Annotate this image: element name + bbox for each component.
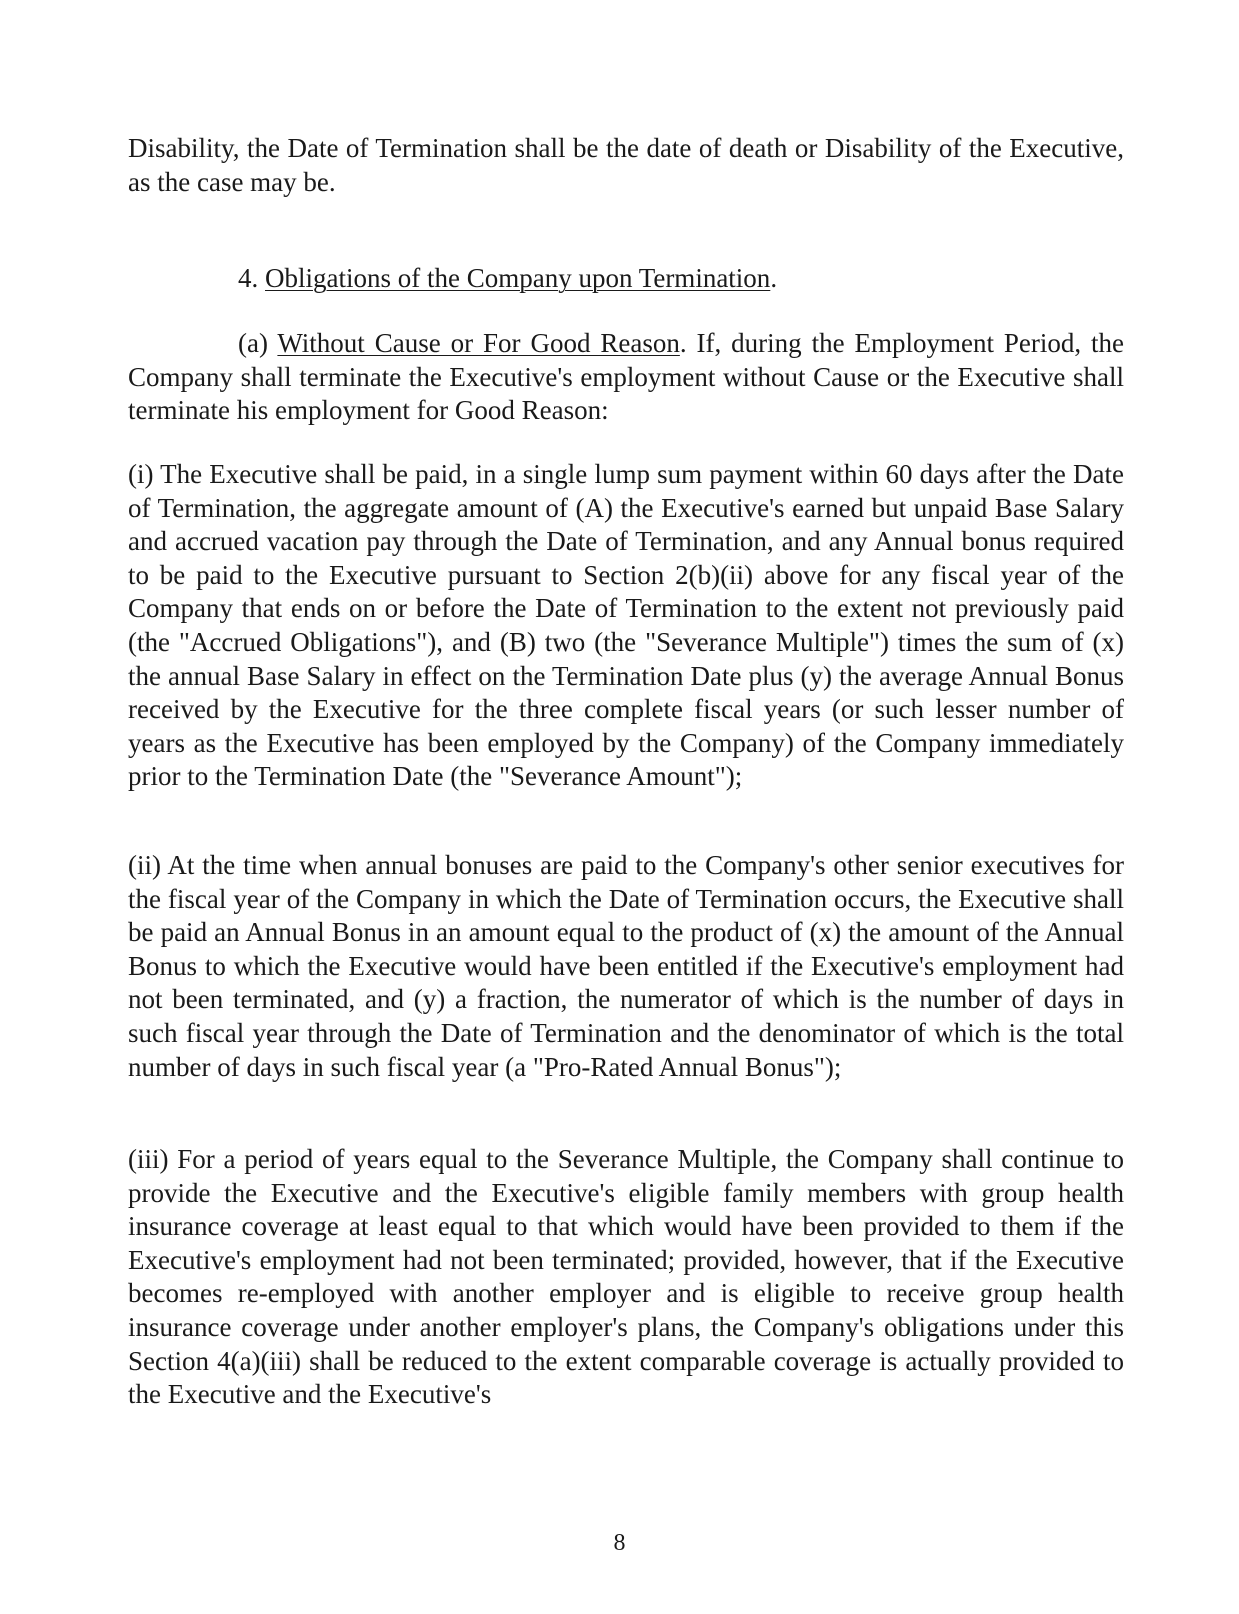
paragraph-ii: (ii) At the time when annual bonuses are paid to the Company's other senior executives for the fiscal year of the Company in which the Date of Termination occurs, the Executive shall be paid an Annual Bonus in an amount equal to the product of (x) the amount of the Annual Bonus to which the Executive would have been entitled if the Executive's employment had not been terminated, and (y) a fraction, the numerator of which is the number of days in such fiscal year through the Date of Termination and the denominator of which is the total number of days in such fiscal year (a "Pro-Rated Annual Bonus"); (128, 850, 1124, 1082)
section-4-heading (238, 262, 777, 296)
section-4-title-end: . (770, 263, 778, 293)
subsection-a-title: Without Cause or For Good Reason (277, 328, 680, 358)
section-4-title: Obligations of the Company upon Termination (265, 263, 771, 293)
page-number: 8 (613, 1530, 626, 1556)
paragraph-intro: Disability, the Date of Termination shall be the date of death or Disability of the Executive, as the case may be. (128, 133, 1124, 197)
subsection-a-paragraph (128, 327, 1124, 428)
paragraph-iii: (iii) For a period of years equal to the Severance Multiple, the Company shall continue to provide the Executive and the Executive's eligible family members with group health insurance coverage at least equal to that which would have been provided to them if the Executive's employment had not been terminated; provided, however, that if the Executive becomes re-employed with another employer and is eligible to receive group health insurance coverage under another employer's plans, the Company's obligations under this Section 4(a)(iii) shall be reduced to the extent comparable coverage is actually provided to the Executive and the Executive's (128, 1144, 1124, 1410)
subsection-a-label: (a) (238, 328, 278, 358)
section-4-number: 4. (238, 263, 265, 293)
subsection-a-body: . If, during the Employment Period, the Company shall terminate the Executive's employment without Cause or the Executive shall terminate his employment for Good Reason: (128, 328, 1125, 426)
paragraph-i: (i) The Executive shall be paid, in a single lump sum payment within 60 days after the Date of Termination, the aggregate amount of (A) the Executive's earned but unpaid Base Salary and accrued vacation pay through the Date of Termination, and any Annual bonus required to be paid to the Executive pursuant to Section 2(b)(ii) above for any fiscal year of the Company that ends on or before the Date of Termination to the extent not previously paid (the "Accrued Obligations"), and (B) two (the "Severance Multiple") times the sum of (x) the annual Base Salary in effect on the Termination Date plus (y) the average Annual Bonus received by the Executive for the three complete fiscal years (or such lesser number of years as the Executive has been employed by the Company) of the Company immediately prior to the Termination Date (the "Severance Amount"); (128, 459, 1124, 792)
